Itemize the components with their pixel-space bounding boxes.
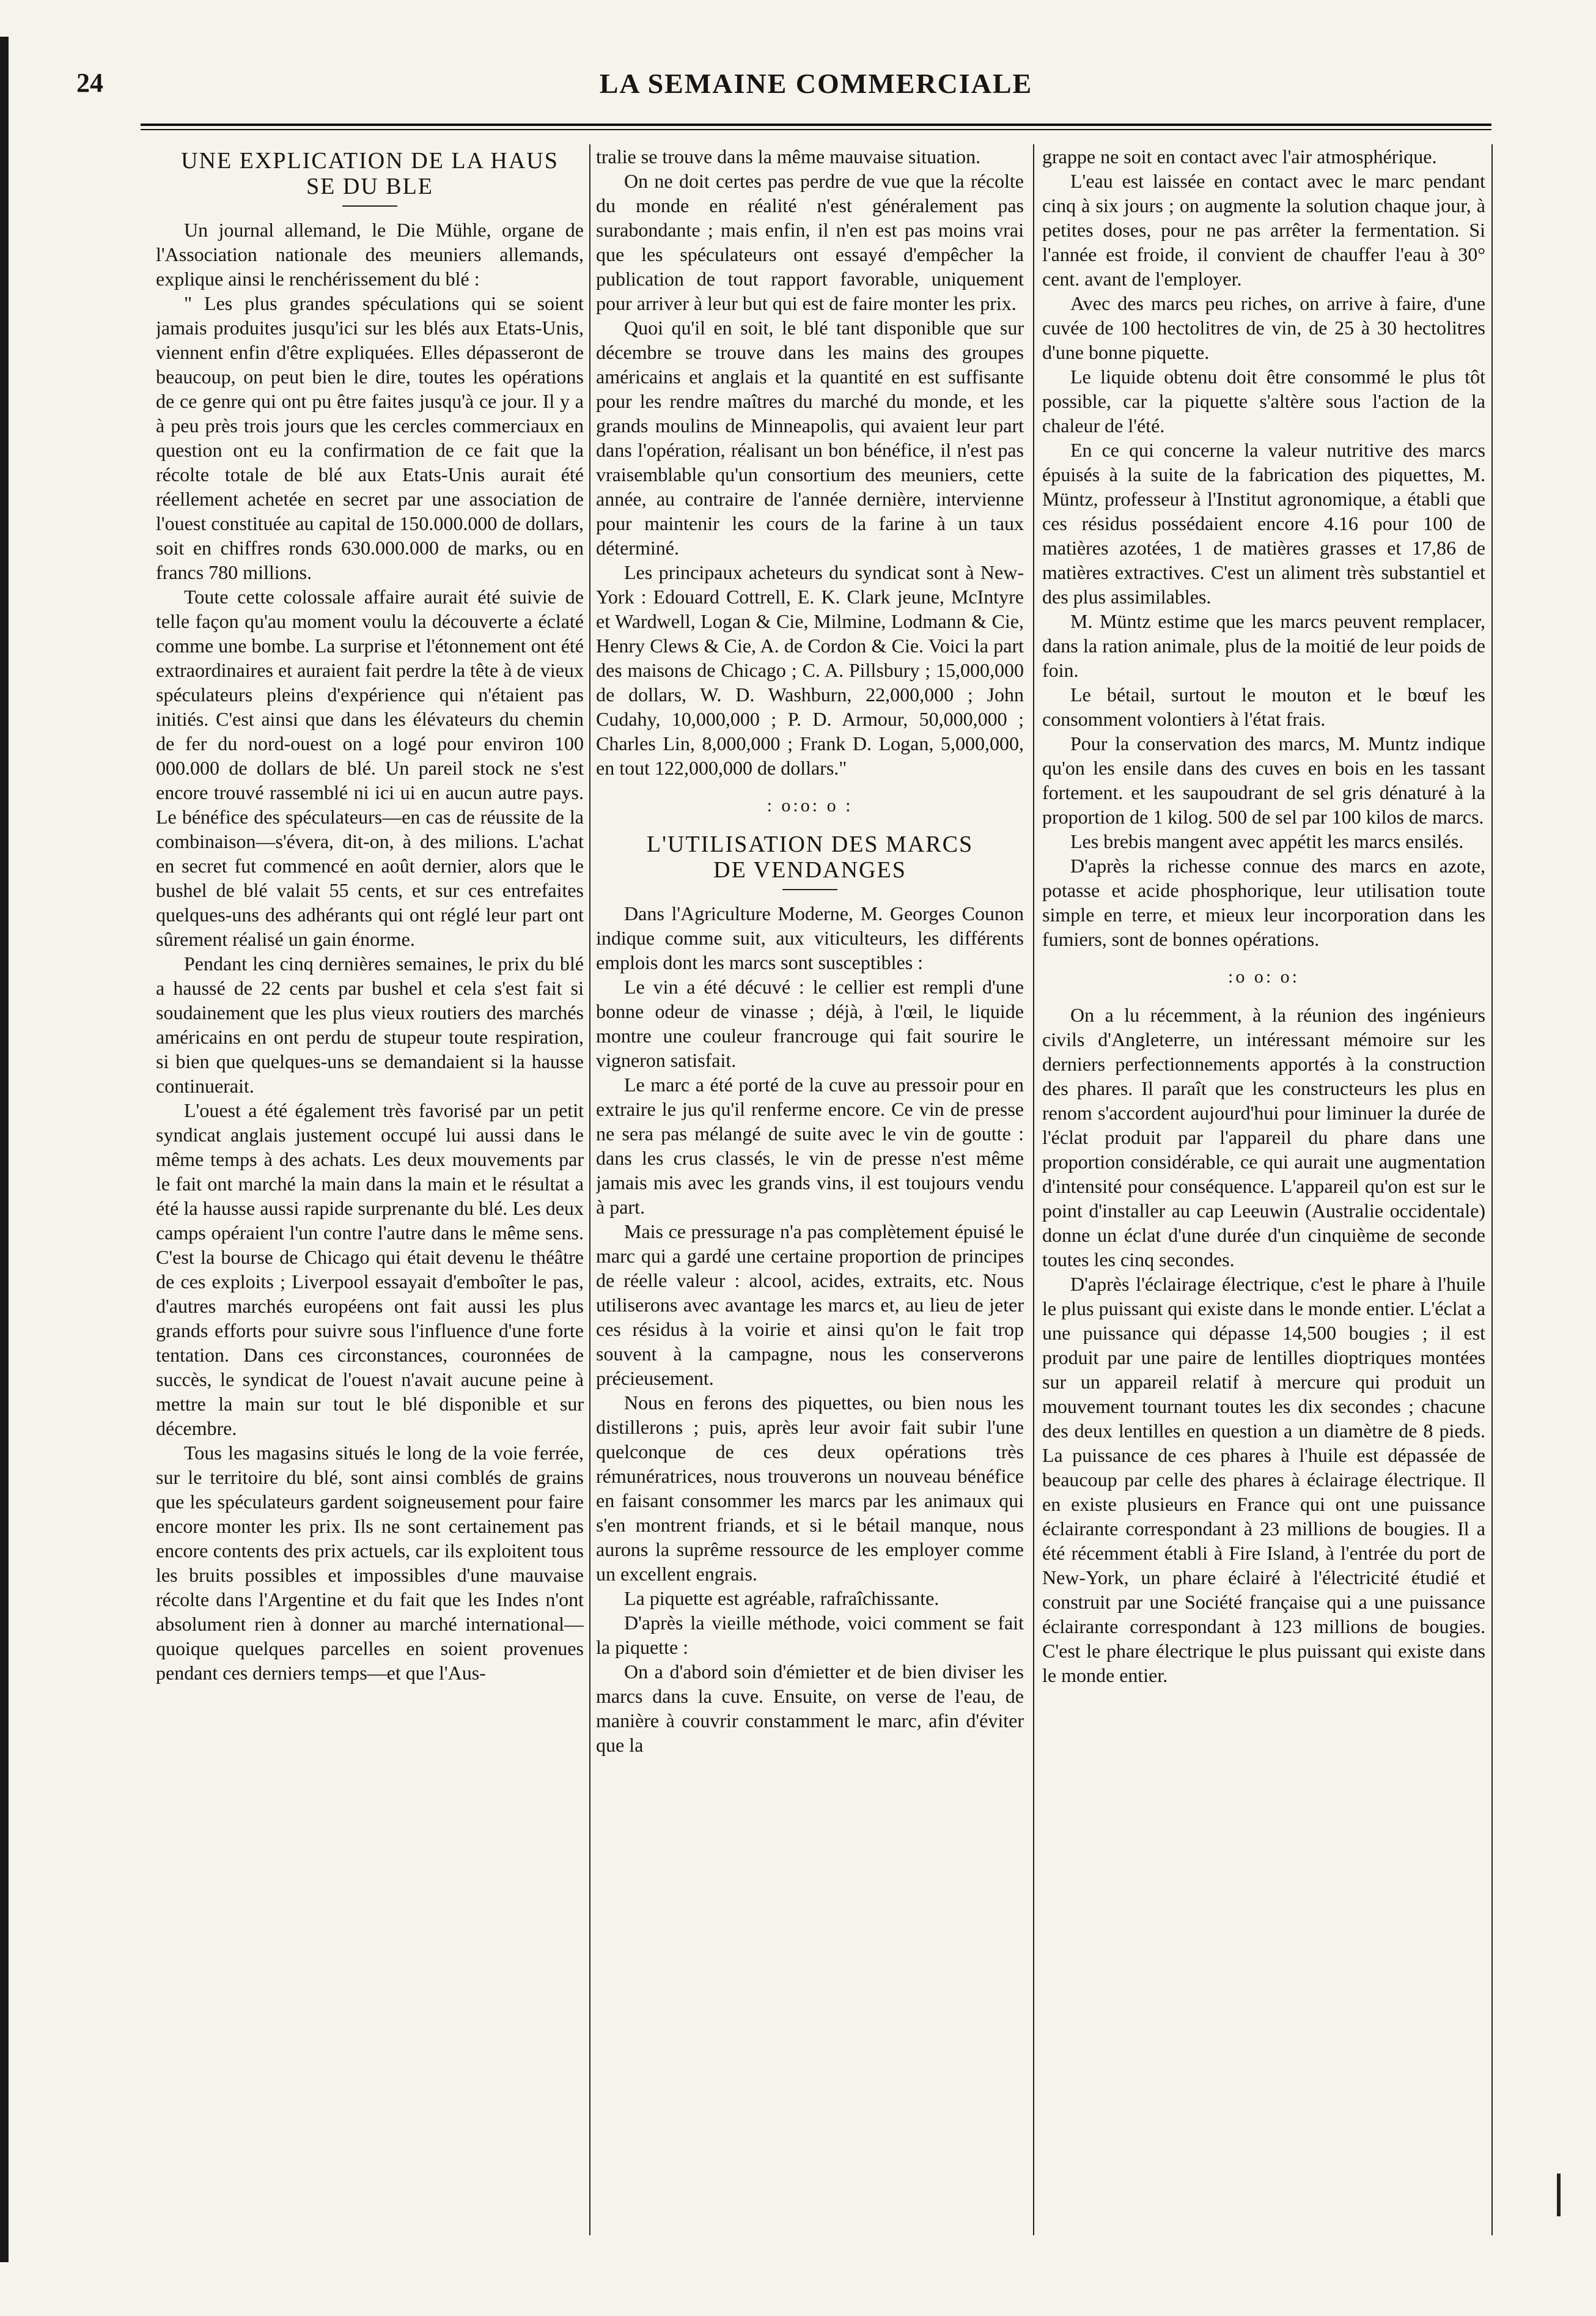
column-3 [1042,144,1485,2241]
header-rule [141,124,1491,126]
margin-mark [1557,2174,1561,2216]
paragraph: Pour la conservation des marcs, M. Muntz indique qu'on les ensile dans des cuves en bois en les tassant fortement. et les saupoudrant de sel gris dénaturé à la proportion de 1 kilog. 500 de sel par 100 kilos de marcs. [1042,732,1485,828]
paragraph: Le liquide obtenu doit être consommé le plus tôt possible, car la piquette s'altère sous l'action de la chaleur de l'été. [1042,366,1485,437]
paragraph: Les principaux acheteurs du syndicat sont à New-York : Edouard Cottrell, E. K. Clark jeune, McIntyre et Wardwell, Logan & Cie, Milmine, Lodmann & Cie, Henry Clews & Cie, A. de Cordon & Cie. Voici la part des maisons de Chicago ; C. A. Pillsbury ; 15,000,000 de dollars, W. D. Washburn, 22,000,000 ; John Cudahy, 10,000,000 ; P. D. Armour, 50,000,000 ; Charles Lin, 8,000,000 ; Frank D. Logan, 5,000,000, en tout 122,000,000 de dollars." [596,561,1024,779]
paragraph: M. Müntz estime que les marcs peuvent remplacer, dans la ration animale, plus de la moitié de leur poids de foin. [1042,610,1485,681]
paragraph: Le marc a été porté de la cuve au pressoir pour en extraire le jus qu'il renferme encore. Ce vin de presse ne sera pas mélangé de suite avec le vin de goutte : dans les crus classés, le vin de presse n'est même jamais mis avec les grands vins, il est toujours vendu à part. [596,1074,1024,1218]
paragraph: On a lu récemment, à la réunion des ingénieurs civils d'Angleterre, un intéressant mémoire sur les derniers perfectionnements apportés à la construction des phares. Il paraît que les constructeurs les plus en renom s'accordent aujourd'hui pour liminuer la durée de l'éclat produit par l'appareil du phare dans une proportion considérable, ce qui aurait une augmentation d'intensité pour conséquence. L'appareil qu'on est sur le point d'installer au cap Leeuwin (Australie occidentale) donne un éclat d'une durée d'un cinquième de seconde toutes les cinq secondes. [1042,1004,1485,1270]
paragraph: tralie se trouve dans la même mauvaise situation. [596,146,981,168]
masthead [134,61,1498,116]
paragraph: La piquette est agréable, rafraîchissante. [624,1587,940,1609]
article-title-line: DE VENDANGES [713,857,906,883]
paragraph: L'ouest a été également très favorisé par un petit syndicat anglais justement occupé lui aussi dans le même temps à des achats. Les deux mouvements par le fait ont marché la main dans la main et le résultat a été la hausse aussi rapide surprenante du blé. Les deux camps opéraient l'un contre l'autre dans le même sens. C'est la bourse de Chicago qui était devenu le théâtre de ces exploits ; Liverpool essayait d'emboîter le pas, d'autres marchés européens ont fait aussi les plus grands efforts pour suivre sous l'influence d'une forte tentation. Dans ces circonstances, couronnées de succès, le syndicat de l'ouest n'avait aucune peine à mettre la main sur tout le blé disponible et sur décembre. [156,1099,584,1439]
running-title: LA SEMAINE COMMERCIALE [599,68,1033,99]
header-rule-thin [141,129,1491,130]
section-ornament: : o:o: o : [767,795,853,816]
paragraph: D'après la vieille méthode, voici comment se fait la piquette : [596,1612,1024,1658]
paragraph: Pendant les cinq dernières semaines, le prix du blé a haussé de 22 cents par bushel et cela s'est fait si soudainement que les plus vieux routiers des marchés américains en ont perdu de stupeur toute respiration, si bien que quelques-uns se demandaient si la hausse continuerait. [156,953,584,1097]
paragraph: On a d'abord soin d'émietter et de bien diviser les marcs dans la cuve. Ensuite, on verse de l'eau, de manière à couvrir constamment le marc, afin d'éviter que la [596,1661,1024,1756]
article-title [156,148,584,199]
column-divider [589,144,590,2235]
column-divider [1033,144,1034,2235]
article-title [596,832,1024,883]
title-dash [782,889,837,890]
paragraph: Le vin a été décuvé : le cellier est rempli d'une bonne odeur de vinasse ; déjà, à l'œil, le liquide montre une couleur francrouge qui fait sourire le vigneron satisfait. [596,976,1024,1071]
title-dash [342,205,397,207]
paragraph: On ne doit certes pas perdre de vue que la récolte du monde en réalité n'est généralement pas surabondante ; mais enfin, il n'en est pas moins vrai que les spéculateurs ont essayé d'empêcher la publication de tout rapport favorable, uniquement pour arriver à leur but qui est de faire monter les prix. [596,170,1024,314]
column-1 [156,144,584,2241]
paragraph: D'après la richesse connue des marcs en azote, potasse et acide phosphorique, leur utilisation toute simple en terre, et mieux leur incorporation dans les fumiers, sont de bonnes opérations. [1042,855,1485,950]
paragraph: Tous les magasins situés le long de la voie ferrée, sur le territoire du blé, sont ainsi comblés de grains que les spéculateurs gardent soigneusement pour faire encore monter les prix. Ils ne sont certainement pas encore contents des prix actuels, car ils exploitent tous les bruits possibles et impossibles d'une mauvaise récolte dans l'Argentine et du fait que les Indes n'ont absolument rien à donner au marché international—quoique quelques parcelles en soient provenues pendant ces derniers temps—et que l'Aus- [156,1442,584,1684]
article-title-line: SE DU BLE [306,174,433,199]
column-2 [596,144,1024,2241]
paragraph: " Les plus grandes spéculations qui se soient jamais produites jusqu'ici sur les blés aux Etats-Unis, viennent enfin d'être expliquées. Elles dépasseront de beaucoup, on peut bien le dire, toutes les opérations de ce genre qui ont pu être faites jusqu'à ce jour. Il y a à peu près trois jours que les cercles commerciaux en question ont eu la confirmation de ce fait que la récolte totale de blé aux Etats-Unis aurait été réellement achetée en secret par une association de l'ouest constituée au capital de 150.000.000 de dollars, soit en chiffres ronds 630.000.000 de marks, ou en francs 780 millions. [156,292,584,583]
section-ornament: :o o: o: [1227,967,1300,987]
paragraph: Toute cette colossale affaire aurait été suivie de telle façon qu'au moment voulu la découverte a éclaté comme une bombe. La surprise et l'étonnement ont été extraordinaires et auraient fait perdre la tête à de vieux spéculateurs pleins d'expérience qui n'étaient pas initiés. C'est ainsi que dans les élévateurs du chemin de fer du nord-ouest on a logé pour environ 100 000.000 de dollars de blé. Un pareil stock ne s'est encore trouvé rassemblé ni ici ui en aucun autre pays. Le bénéfice des spéculateurs—en cas de réussite de la combinaison—s'évera, dit-on, à des milions. L'achat en secret fut commencé en août dernier, alors que le bushel de blé valait 55 cents, et sur ces entrefaites quelques-uns des adhérants qui ont réglé leur part ont sûrement réalisé un gain énorme. [156,586,584,950]
paragraph: Les brebis mangent avec appétit les marcs ensilés. [1070,830,1464,852]
paragraph: Un journal allemand, le Die Mühle, organe de l'Association nationale des meuniers allemands, explique ainsi le renchérissement du blé : [156,219,584,290]
paragraph: En ce qui concerne la valeur nutritive des marcs épuisés à la suite de la fabrication des piquettes, M. Müntz, professeur à l'Institut agronomique, a établi que ces résidus possédaient encore 4.16 pour 100 de matières azotées, 1 de matières grasses et 17,86 de matières extractives. C'est un aliment très substantiel et des plus assimilables. [1042,439,1485,608]
column-divider [1491,144,1493,2235]
article-title-line: L'UTILISATION DES MARCS [646,832,974,857]
paragraph: L'eau est laissée en contact avec le marc pendant cinq à six jours ; on augmente la solution chaque jour, à petites doses, pour ne pas arrêter la fermentation. Si l'année est froide, il convient de chauffer l'eau à 30° cent. avant de l'employer. [1042,170,1485,290]
paragraph: Nous en ferons des piquettes, ou bien nous les distillerons ; puis, après leur avoir fait subir l'une quelconque de ces deux opérations très rémunératrices, nous trouverons un nouveau bénéfice en faisant consommer les marcs par les animaux qui s'en montrent friands, et si le bétail manque, nous aurons la suprême ressource de les employer comme un excellent engrais. [596,1392,1024,1585]
paragraph: Dans l'Agriculture Moderne, M. Georges Counon indique comme suit, aux viticulteurs, les différents emplois dont les marcs sont susceptibles : [596,902,1024,973]
paragraph: Le bétail, surtout le mouton et le bœuf les consomment volontiers à l'état frais. [1042,684,1485,730]
paragraph: Mais ce pressurage n'a pas complètement épuisé le marc qui a gardé une certaine proportion de principes de réelle valeur : alcool, acides, extraits, etc. Nous utiliserons avec avantage les marcs et, au lieu de jeter ces résidus à la voirie et ainsi qu'on le fait trop souvent à la campagne, nous les conserverons précieusement. [596,1220,1024,1389]
page-number: 24 [76,68,103,98]
paragraph: D'après l'éclairage électrique, c'est le phare à l'huile le plus puissant qui existe dans le monde entier. L'éclat a une puissance qui dépasse 14,500 bougies ; il est produit par une paire de lentilles dioptriques montées sur un appareil relatif à mercure qui produit un mouvement tournant toutes les dix secondes ; chacune des deux lentilles en question a un diamètre de 8 pieds. La puissance de ces phares à l'huile est dépassée de beaucoup par celle des phares à éclairage électrique. Il en existe plusieurs en France qui ont une puissance éclairante correspondant à 23 millions de bougies. Il a été récemment établi à Fire Island, à l'entrée du port de New-York, un phare éclairé à l'électricité étudié et construit par une Société française qui a une puissance éclairante correspondant à 123 millions de bougies. C'est le phare électrique le plus puissant qui existe dans le monde entier. [1042,1273,1485,1686]
paragraph: Quoi qu'il en soit, le blé tant disponible que sur décembre se trouve dans les mains des groupes américains et anglais et la quantité en est suffisante pour les rendre maîtres du marché du monde, et les grands moulins de Minneapolis, qui avaient leur part dans l'opération, réalisant un bon bénéfice, il n'est pas vraisemblable qu'un consortium des meuniers, cette année, au contraire de l'année dernière, intervienne pour maintenir les cours de la farine à un taux déterminé. [596,317,1024,559]
paragraph: Avec des marcs peu riches, on arrive à faire, d'une cuvée de 100 hectolitres de vin, de 25 à 30 hectolitres d'une bonne piquette. [1042,292,1485,363]
article-title-line: UNE EXPLICATION DE LA HAUS [181,148,559,174]
paragraph: grappe ne soit en contact avec l'air atmosphérique. [1042,146,1437,168]
binding-edge [0,37,9,2262]
